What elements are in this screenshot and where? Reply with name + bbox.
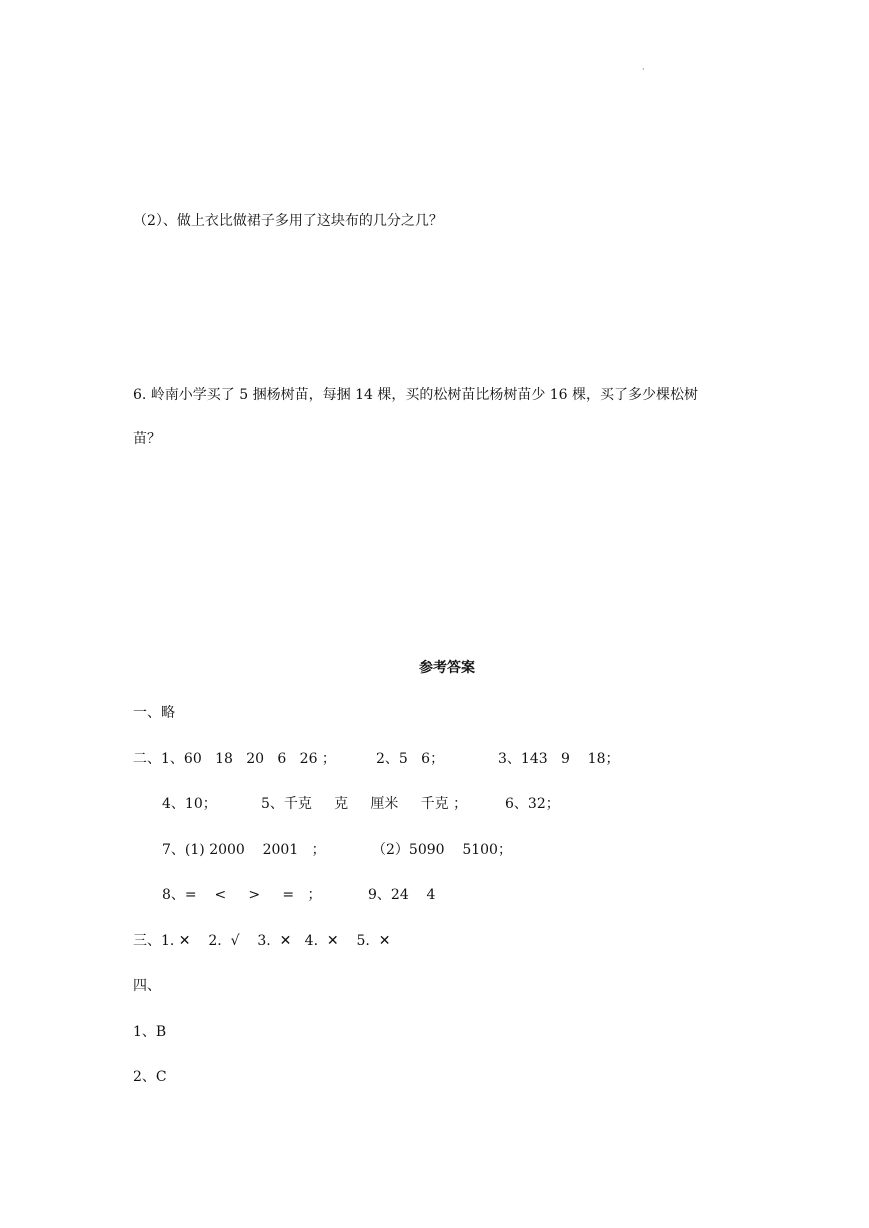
answer-2-row-4-b: 9、24 4 [368,887,436,903]
answer-2-row-2-b: 5、千克 克 厘米 千克 ； [261,796,468,812]
answer-section-3: 三、1. ✕ 2. √ 3. ✕ 4. ✕ 5. ✕ [133,933,391,949]
answer-2-row-3-a: 7、(1) 2000 2001 ； [162,842,326,858]
answer-2-row-4-a: 8、= < > = ； [162,887,322,903]
answer-section-4: 四、 [133,978,161,994]
question-6-line-2: 苗？ [133,431,161,447]
answer-4-item-2: 2、C [133,1069,167,1085]
question-5-part-2: （2）、做上衣比做裙子多用了这块布的几分之几？ [133,213,443,229]
header-dot: · [642,65,645,74]
answer-2-row-2-a: 4、10； [162,796,217,812]
answer-2-row-1-c: 3、143 9 18； [498,751,620,767]
answer-2-row-2-c: 6、32； [505,796,560,812]
answers-title: 参考答案 [419,660,475,676]
question-6-line-1: 6. 岭南小学买了 5 捆杨树苗，每捆 14 棵，买的松树苗比杨树苗少 16 棵，买了多少棵松树 [133,387,699,403]
answer-section-1: 一、略 [133,705,175,721]
answer-2-row-3-b: （2）5090 5100； [372,842,512,858]
answer-2-row-1-a: 二、1、60 18 20 6 26 ； [133,751,336,767]
answer-4-item-1: 1、B [133,1024,167,1040]
answer-2-row-1-b: 2、5 6； [376,751,445,767]
